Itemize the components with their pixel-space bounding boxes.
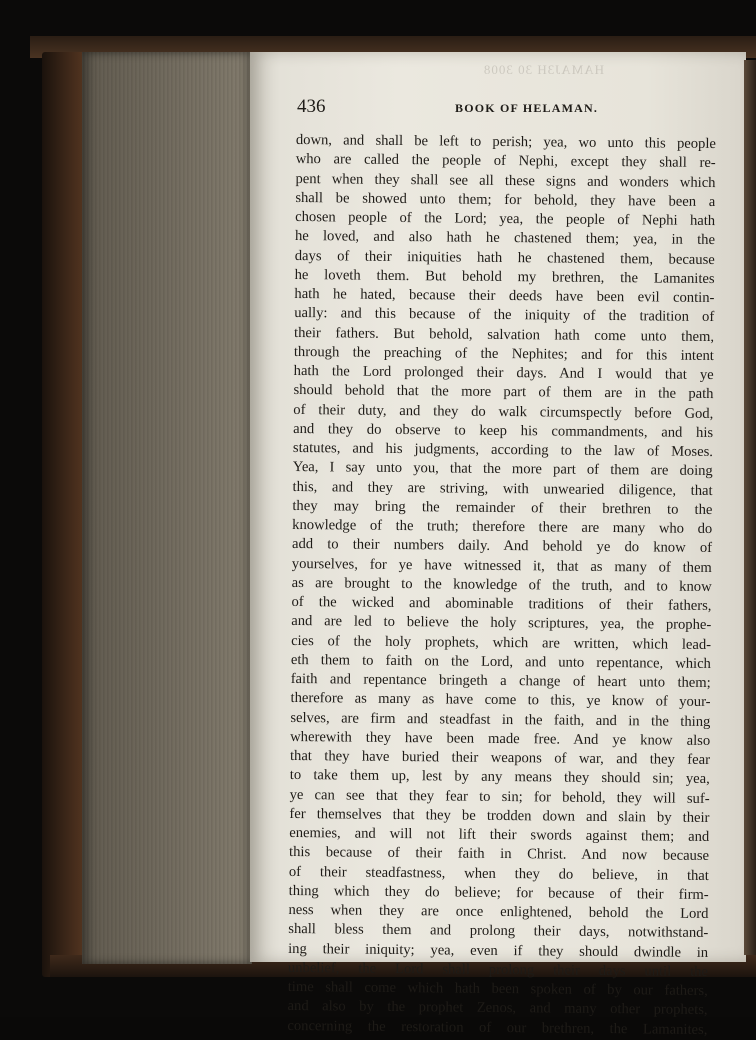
text-line: of their duty, and they do walk circumspectly before God, bbox=[293, 401, 714, 422]
text-line: they may bring the remainder of their brethren to the bbox=[292, 497, 713, 518]
text-line: shall bless them and prolong their days, notwithstand- bbox=[288, 921, 709, 942]
text-line: concerning the restoration of our brethren, the Lamanites, bbox=[287, 1017, 708, 1038]
text-line: eth them to faith on the Lord, and unto repentance, which bbox=[290, 651, 711, 672]
text-line: hath he hated, because their deeds have been evil contin- bbox=[294, 285, 715, 307]
text-line: this, and they are striving, with unwearied diligence, that bbox=[292, 478, 713, 499]
text-line: and they do observe to keep his commandments, and his bbox=[293, 420, 714, 441]
text-line: knowledge of the truth; therefore there are many who do bbox=[292, 516, 713, 538]
text-line: he loved, and also hath he chastened them; yea, in the bbox=[294, 228, 716, 249]
text-line: through the preaching of the Nephites; and for this intent bbox=[293, 343, 714, 364]
text-line: as are brought to the knowledge of the truth, and to know bbox=[291, 574, 712, 595]
text-line: hath the Lord prolonged their days. And I would that ye bbox=[293, 362, 714, 384]
text-line: who are called the people of Nephi, except they shall re- bbox=[295, 151, 716, 172]
page-block-edges bbox=[82, 52, 252, 964]
text-line: faith and repentance bringeth a change of heart unto them; bbox=[290, 670, 711, 692]
text-line: ing their iniquity; yea, even if they should dwindle in bbox=[288, 940, 709, 961]
text-line: add to their numbers daily. And behold ye do know of bbox=[291, 536, 713, 557]
text-line: chosen people of the Lord; yea, the people of Nephi hath bbox=[295, 208, 716, 230]
text-line: therefore as many as have come to this, ye know of your- bbox=[290, 690, 711, 711]
page-right-edge bbox=[744, 60, 756, 955]
text-line: this because of their faith in Christ. And now because bbox=[288, 844, 710, 865]
bleed-through-text: HAMAJ3H 30 3008 bbox=[482, 62, 604, 77]
text-line: ye can see that they fear to sin; for behold, they will suf- bbox=[289, 786, 710, 807]
page-number: 436 bbox=[297, 96, 326, 117]
text-line: cies of the holy prophets, which are written, which lead- bbox=[291, 632, 712, 653]
text-line: ually: and this because of the iniquity of the tradition of bbox=[294, 305, 715, 326]
text-line: he loveth them. But behold my brethren, the Lamanites bbox=[294, 266, 715, 287]
text-line: yourselves, for ye have witnessed it, that as many of them bbox=[291, 555, 712, 576]
text-line: selves, are firm and steadfast in the faith, and in the thing bbox=[290, 709, 711, 730]
text-line: and also by the prophet Zenos, and many other prophets, bbox=[287, 998, 708, 1019]
text-line: and are led to believe the holy scriptures, yea, the prophe- bbox=[291, 613, 712, 634]
text-line: shall be showed unto them; for behold, they have been a bbox=[295, 189, 716, 210]
text-line: ness when they are once enlightened, behold the Lord bbox=[288, 901, 709, 922]
text-line: wherewith they have been made free. And ye know also bbox=[290, 728, 711, 749]
running-title: BOOK OF HELAMAN. bbox=[455, 101, 599, 115]
text-line: fer themselves that they be trodden down and slain by their bbox=[289, 805, 710, 826]
text-line: days of their iniquities hath he chastened them, because bbox=[294, 247, 715, 268]
text-line: that they have buried their weapons of war, and they fear bbox=[289, 747, 711, 769]
text-line: their fathers. But behold, salvation hath come unto them, bbox=[293, 324, 715, 345]
text-line: of the wicked and abominable traditions of their fathers, bbox=[291, 593, 712, 615]
text-line: thing which they do believe; for because of their firm- bbox=[288, 882, 709, 903]
text-line: unbelief, the Lord shall prolong their days until the bbox=[287, 959, 709, 980]
text-line: enemies, and will not lift their swords against them; and bbox=[289, 824, 710, 845]
text-line: pent when they shall see all these signs and wonders which bbox=[295, 170, 716, 191]
text-line: of their steadfastness, when they do believe, in that bbox=[288, 863, 709, 884]
text-line: should behold that the more part of them are in the path bbox=[293, 382, 714, 403]
text-line: Yea, I say unto you, that the more part of them are doing bbox=[292, 459, 713, 480]
body-text bbox=[287, 131, 716, 1040]
text-line: to take them up, lest by any means they should sin; yea, bbox=[289, 767, 710, 788]
text-line: down, and shall be left to perish; yea, wo unto this people bbox=[295, 131, 716, 153]
text-line: statutes, and his judgments, according to the law of Moses. bbox=[292, 439, 714, 461]
page-header bbox=[297, 96, 717, 120]
text-line: time shall come which hath been spoken of by our fathers, bbox=[287, 978, 708, 999]
